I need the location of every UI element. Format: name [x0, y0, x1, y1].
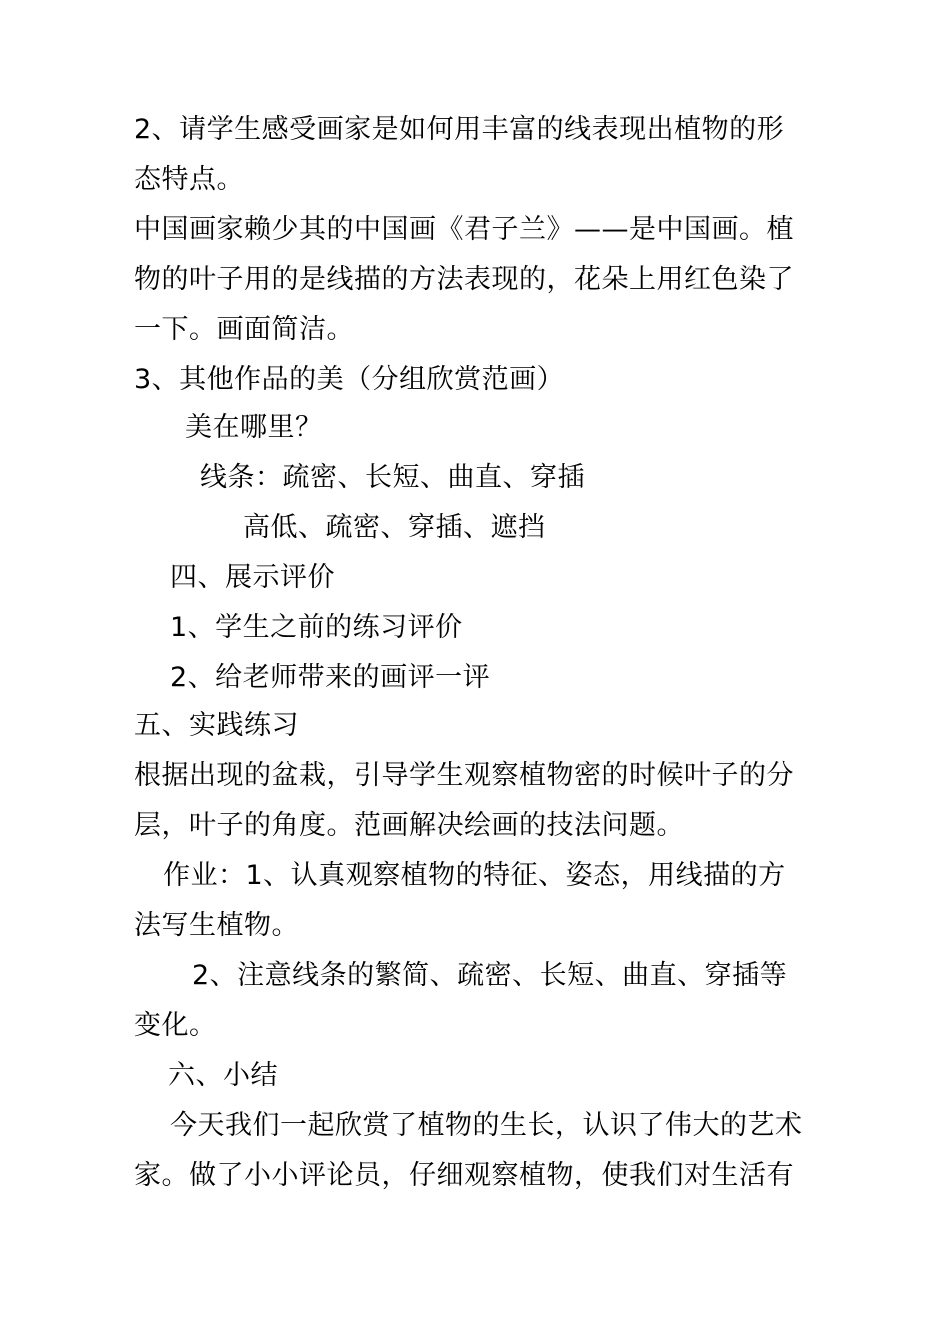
text-line: 根据出现的盆栽，引导学生观察植物密的时候叶子的分 — [134, 760, 794, 791]
section-heading: 六、小结 — [168, 1060, 278, 1091]
text-line: 2、请学生感受画家是如何用丰富的线表现出植物的形 — [134, 114, 785, 145]
text-line: 今天我们一起欣赏了植物的生长，认识了伟大的艺术 — [170, 1110, 803, 1141]
text-line: 作业：1、认真观察植物的特征、姿态，用线描的方 — [163, 860, 786, 891]
section-heading: 五、实践练习 — [134, 710, 299, 741]
text-line: 中国画家赖少其的中国画《君子兰》——是中国画。植 — [134, 214, 794, 245]
text-line: 法写生植物。 — [134, 910, 299, 941]
text-line: 家。做了小小评论员，仔细观察植物，使我们对生活有 — [134, 1160, 794, 1191]
text-line: 一下。画面简洁。 — [134, 314, 354, 345]
text-line: 态特点。 — [134, 164, 244, 195]
section-heading: 四、展示评价 — [170, 562, 335, 593]
text-line: 1、学生之前的练习评价 — [170, 612, 463, 643]
text-line: 线条：疏密、长短、曲直、穿插 — [200, 462, 585, 493]
text-line: 变化。 — [134, 1010, 217, 1041]
text-line: 美在哪里？ — [185, 412, 323, 443]
text-line: 层，叶子的角度。范画解决绘画的技法问题。 — [134, 810, 684, 841]
text-line: 2、注意线条的繁简、疏密、长短、曲直、穿插等 — [192, 960, 788, 991]
text-line: 物的叶子用的是线描的方法表现的，花朵上用红色染了 — [134, 264, 794, 295]
text-line: 高低、疏密、穿插、遮挡 — [243, 512, 546, 543]
text-line: 2、给老师带来的画评一评 — [170, 662, 491, 693]
text-line: 3、其他作品的美（分组欣赏范画） — [134, 364, 565, 395]
